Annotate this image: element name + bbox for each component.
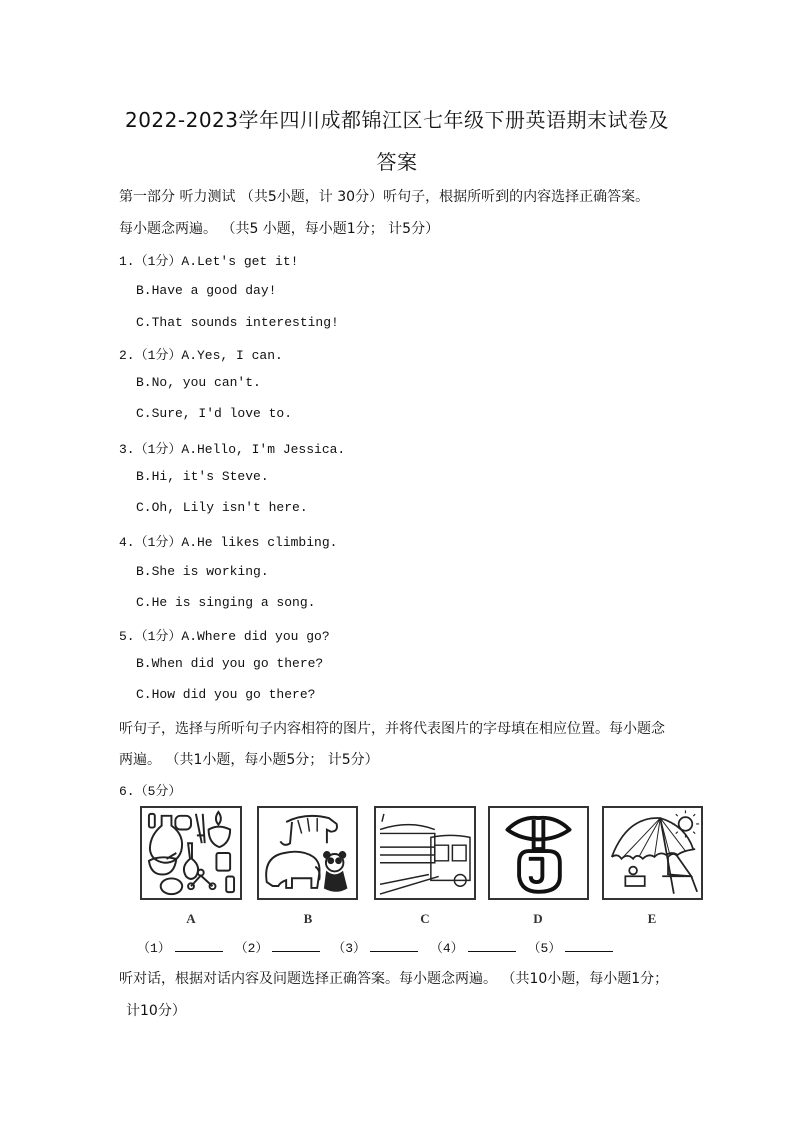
zoo-animals-icon (259, 808, 356, 898)
question-2-option-c: C.Sure, I'd love to. (136, 406, 293, 421)
bus-street-icon (376, 808, 474, 898)
picture-a-label: A (186, 911, 196, 926)
blank-2-input[interactable] (272, 939, 320, 952)
option-a: A.Yes, I can. (181, 348, 283, 363)
picture-b-label: B (303, 911, 313, 926)
question-5-option-b: B.When did you go there? (136, 656, 324, 671)
option-a: A.Where did you go? (181, 629, 330, 644)
picture-e-label: E (647, 911, 657, 926)
blank-5-input[interactable] (565, 939, 613, 952)
blank-2-label: （2） (234, 941, 269, 956)
picture-a (140, 806, 242, 900)
picture-c (374, 806, 476, 900)
question-number: 5.（1分） (119, 629, 182, 644)
question-2-option-b: B.No, you can't. (136, 375, 261, 390)
question-3 (119, 438, 345, 457)
blank-3-input[interactable] (370, 939, 418, 952)
quiet-sign-icon (490, 808, 587, 898)
picture-d-label: D (533, 911, 543, 926)
section2-intro-line1: 听句子，选择与所听句子内容相符的图片，并将代表图片的字母填在相应位置。每小题念 (119, 721, 665, 737)
part1-intro-line2: 每小题念两遍。 （共5 小题，每小题1分； 计5分） (119, 221, 440, 237)
question-3-option-c: C.Oh, Lily isn't here. (136, 500, 308, 515)
answer-blanks-row (137, 937, 617, 956)
lab-equipment-icon (142, 808, 240, 898)
question-4 (119, 531, 337, 550)
picture-d (488, 806, 589, 900)
option-a: A.Hello, I'm Jessica. (181, 442, 346, 457)
option-a: A.He likes climbing. (181, 535, 338, 550)
question-1-option-c: C.That sounds interesting! (136, 315, 339, 330)
picture-b (257, 806, 358, 900)
document-title-line2: 答案 (376, 150, 418, 174)
blank-3-label: （3） (332, 941, 367, 956)
question-number: 4.（1分） (119, 535, 182, 550)
picture-e (602, 806, 703, 900)
question-1-option-b: B.Have a good day! (136, 283, 277, 298)
question-number: 2.（1分） (119, 348, 182, 363)
question-number: 1.（1分） (119, 254, 182, 269)
question-4-option-b: B.She is working. (136, 564, 269, 579)
blank-1-input[interactable] (175, 939, 223, 952)
question-4-option-c: C.He is singing a song. (136, 595, 316, 610)
question-3-option-b: B.Hi, it's Steve. (136, 469, 269, 484)
blank-4-input[interactable] (468, 939, 516, 952)
blank-1-label: （1） (137, 941, 171, 956)
section3-intro-line1: 听对话，根据对话内容及问题选择正确答案。每小题念两遍。 （共10小题，每小题1分； (119, 971, 669, 987)
question-5 (119, 625, 330, 644)
blank-5-label: （5） (527, 941, 562, 956)
part1-intro-line1: 第一部分 听力测试 （共5小题，计 30分）听句子，根据所听到的内容选择正确答案。 (119, 189, 650, 205)
question-5-option-c: C.How did you go there? (136, 687, 316, 702)
section2-intro-line2: 两遍。 （共1小题，每小题5分； 计5分） (119, 752, 379, 768)
question-number: 3.（1分） (119, 442, 182, 457)
question-2 (119, 344, 283, 363)
question-1 (119, 250, 298, 269)
section3-intro-line2: 计10分） (126, 1003, 186, 1019)
option-a: A.Let's get it! (181, 254, 299, 269)
picture-c-label: C (420, 911, 430, 926)
document-title-line1: 2022-2023学年四川成都锦江区七年级下册英语期末试卷及 (124, 108, 669, 132)
blank-4-label: （4） (429, 941, 464, 956)
question-6-number: 6.（5分） (119, 784, 182, 799)
beach-umbrella-icon (604, 808, 701, 898)
